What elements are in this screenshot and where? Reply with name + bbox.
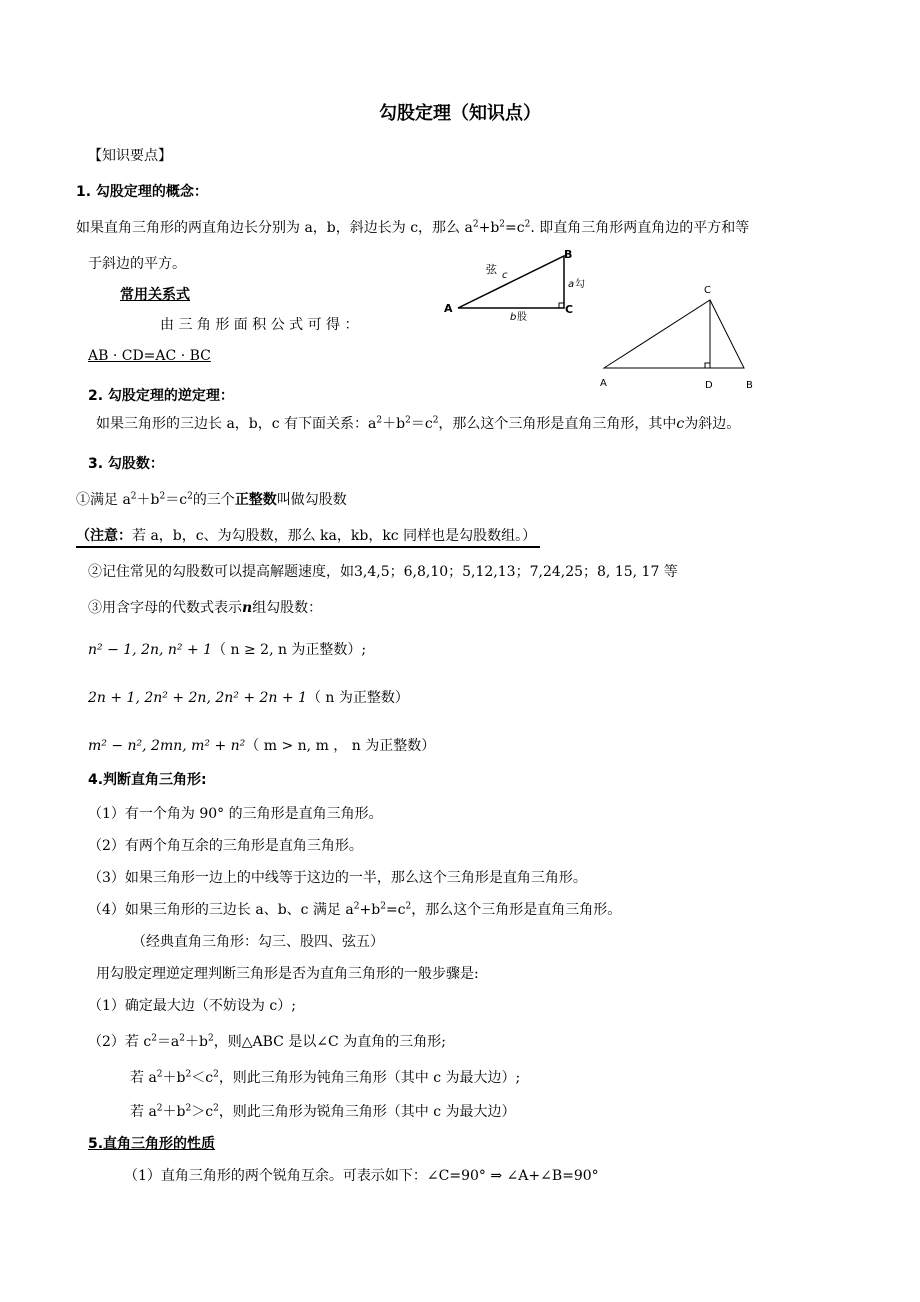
section-4-heading: 4.判断直角三角形: (88, 772, 207, 788)
formula-1: n² − 1, 2n, n² + 1（ n ≥ 2, n 为正整数）; (88, 642, 367, 658)
step-acute: 若 $a^2+b^2>c^2$，则此三角形为锐角三角形（其中 c 为最大边） (130, 1103, 516, 1120)
section-header: 【知识要点】 (88, 148, 172, 164)
fig2-vertex-b: B (746, 380, 753, 391)
vertex-b-label: B (564, 248, 573, 261)
side-a-label: 勾 (575, 279, 585, 290)
page-title: 勾股定理（知识点） (379, 103, 541, 124)
criterion-1: （1）有一个角为 90° 的三角形是直角三角形。 (88, 806, 383, 822)
pythagorean-triple-definition: ①满足 $a^2+b^2=c^2$的三个正整数叫做勾股数 (76, 491, 347, 508)
step-1: （1）确定最大边（不妨设为 c）; (88, 998, 296, 1014)
section-3-heading: 3. 勾股数： (88, 456, 164, 472)
area-formula-text: 由 三 角 形 面 积 公 式 可 得 ： (160, 317, 359, 333)
side-a-letter: a (568, 279, 575, 290)
step-2: （2）若 $c^2=a^2+b^2$，则△ABC 是以∠C 为直角的三角形; (88, 1033, 446, 1050)
section-2-line: 如果三角形的三边长 a，b，c 有下面关系：$a^2+b^2=c^2$，那么这个三角形是直角三角形，其中c为斜边。 (96, 415, 741, 432)
area-formula: AB · CD=AC · BC (88, 348, 211, 364)
fig2-vertex-d: D (705, 380, 713, 391)
section-1-line-2: 于斜边的平方。 (88, 256, 186, 272)
section-5-property-1: （1）直角三角形的两个锐角互余。可表示如下：∠C=90° ⇒ ∠A+∠B=90° (124, 1168, 599, 1184)
section-1-heading: 1. 勾股定理的概念： (76, 184, 208, 200)
side-b-label: 股 (517, 312, 527, 323)
section-1-line-1: 如果直角三角形的两直角边长分别为 a，b，斜边长为 c，那么 $a^2+b^2=c^2$. 即直角三角形两直角边的平方和等 (76, 219, 750, 236)
classic-triangle-note: （经典直角三角形：勾三、股四、弦五） (132, 934, 384, 950)
fig2-vertex-a: A (600, 378, 607, 389)
step-obtuse: 若 $a^2+b^2<c^2$，则此三角形为钝角三角形（其中 c 为最大边）; (130, 1069, 521, 1086)
fig2-vertex-c: C (704, 285, 711, 296)
section-5-heading: 5.直角三角形的性质 (88, 1136, 216, 1152)
hypotenuse-label: 弦 (486, 263, 497, 276)
side-b-letter: b (510, 312, 517, 323)
side-c-label: c (502, 270, 508, 281)
section-2-heading: 2. 勾股定理的逆定理： (88, 388, 234, 404)
criterion-2: （2）有两个角互余的三角形是直角三角形。 (88, 838, 363, 854)
right-triangle-figure (440, 244, 600, 324)
altitude-right-angle (705, 363, 710, 368)
note-line: （注意：若 a，b，c、为勾股数，那么 ka，kb，kc 同样也是勾股数组。） (76, 526, 540, 548)
criterion-3: （3）如果三角形一边上的中线等于这边的一半，那么这个三角形是直角三角形。 (88, 870, 587, 886)
common-relation-label: 常用关系式 (120, 287, 190, 303)
triangle-abc (458, 256, 564, 308)
formula-3: m² − n², 2mn, m² + n²（ m > n, m ， n 为正整数） (88, 738, 436, 754)
formula-2: 2n + 1, 2n² + 2n, 2n² + 2n + 1（ n 为正整数） (88, 690, 409, 706)
common-triples: ②记住常见的勾股数可以提高解题速度，如3,4,5；6,8,10；5,12,13；7,24,25；8, 15, 17 等 (88, 564, 678, 580)
criterion-4: （4）如果三角形的三边长 a、b、c 满足 $a^2+b^2=c^2$，那么这个三角形是直角三角形。 (88, 901, 622, 918)
triangle-abc-altitude (604, 300, 744, 368)
steps-intro: 用勾股定理逆定理判断三角形是否为直角三角形的一般步骤是: (96, 966, 479, 982)
altitude-triangle-figure (594, 282, 774, 394)
vertex-c-label: C (565, 303, 574, 316)
formula-intro: ③用含字母的代数式表示n组勾股数： (88, 600, 323, 616)
vertex-a-label: A (444, 302, 453, 315)
